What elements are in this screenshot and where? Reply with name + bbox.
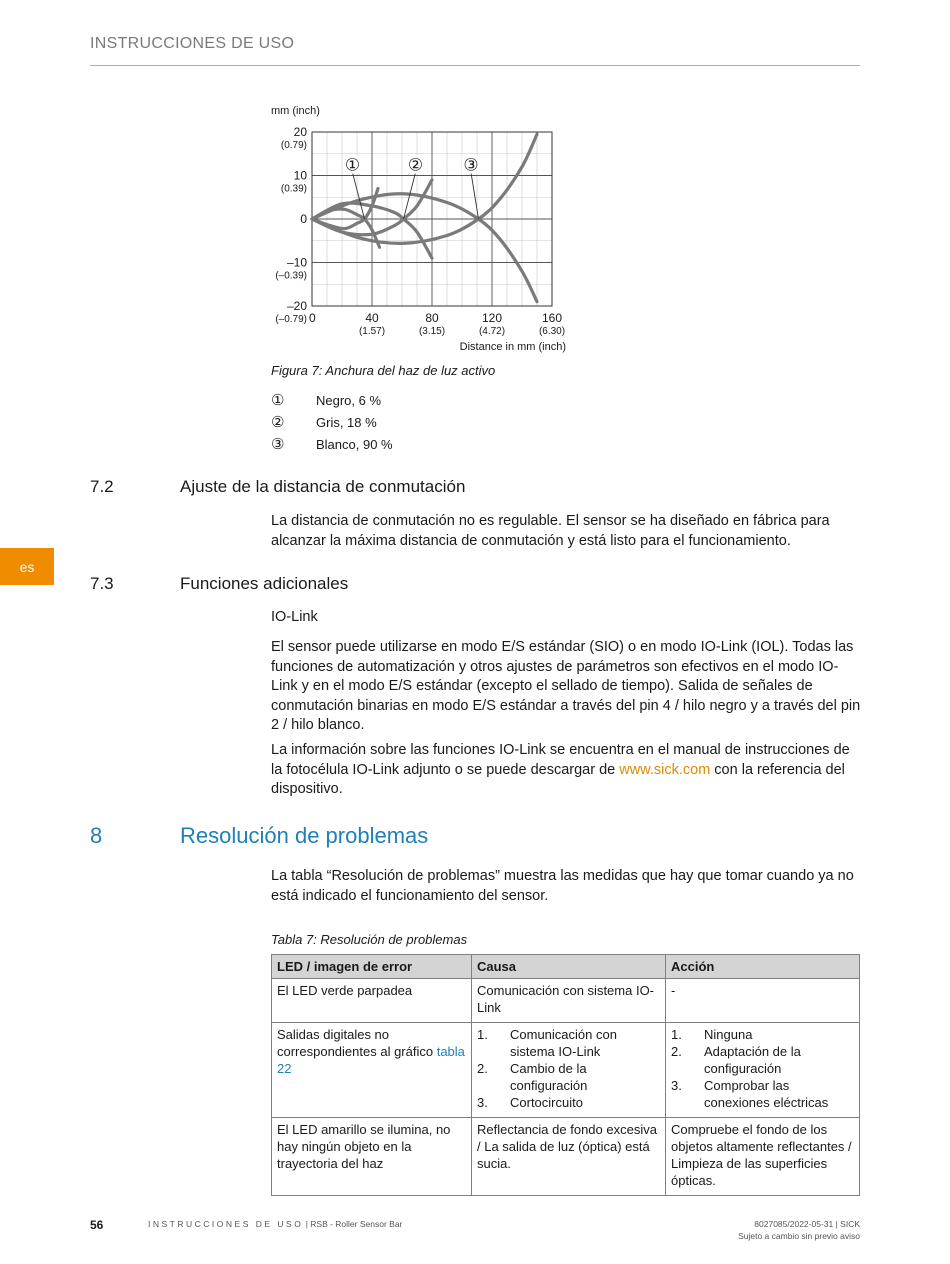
section-number-7-2: 7.2	[90, 477, 114, 496]
list-text: Adaptación de la configuración	[704, 1044, 801, 1076]
y-tick-label: –10	[286, 255, 307, 270]
table-22-link[interactable]: tabla 22	[277, 1044, 465, 1076]
x-tick-label: 160	[541, 311, 563, 325]
x-tick-label: 0	[309, 311, 316, 325]
legend-text: Gris, 18 %	[316, 414, 377, 430]
legend-marker: ③	[271, 436, 285, 453]
legend-item	[271, 433, 671, 455]
list-text: Cambio de la configuración	[510, 1061, 588, 1093]
io-link-subheading: IO-Link	[271, 609, 318, 625]
io-link-paragraph: El sensor puede utilizarse en modo E/S estándar (SIO) o en modo IO-Link (IOL). Todas las funciones de automatización y otros ajustes de parámetros son efectivos en el modo IO-Link y en el modo E/S estándar (excepto el sellado de tiempo). Salida de señales de conmutación binarias en modo E/S estándar a través del pin 4 / hilo negro y a través del pin 2 / hilo blanco.	[271, 639, 861, 733]
language-tab[interactable]: es	[0, 548, 54, 585]
x-tick-sublabel: (6.30)	[538, 326, 566, 337]
io-link-info-text: La información sobre las funciones IO-Link se encuentra en el manual de instrucciones de la fotocélula IO-Link adjunto o se puede descargar de	[271, 742, 850, 778]
table-row	[272, 1023, 860, 1118]
x-tick-sublabel: (1.57)	[358, 326, 386, 337]
footer-right	[738, 1218, 860, 1242]
legend-text: Negro, 6 %	[316, 392, 382, 408]
footer-document-number: 8027085/2022-05-31 | SICK	[754, 1219, 860, 1229]
table-header-action: Acción	[666, 955, 860, 979]
list-text: Ninguna	[704, 1027, 753, 1042]
list-item	[671, 1043, 854, 1077]
footer-document-title	[148, 1219, 402, 1229]
table-caption: Tabla 7: Resolución de problemas	[271, 932, 468, 947]
list-number: 2.	[671, 1044, 682, 1059]
legend-marker: ①	[271, 392, 285, 409]
list-number: 3.	[671, 1078, 682, 1093]
beam-width-chart	[262, 98, 582, 360]
marker-leader	[471, 173, 479, 219]
page-number: 56	[90, 1218, 104, 1232]
legend-marker: ②	[271, 414, 285, 431]
list-item	[671, 1026, 854, 1043]
x-tick-label: 40	[365, 311, 379, 325]
x-tick-label: 120	[481, 311, 503, 325]
table-cell-cause: Comunicación con sistema IO-Link	[472, 979, 666, 1023]
y-axis-label: mm (inch)	[271, 105, 320, 117]
y-tick-label: –20	[286, 299, 307, 313]
list-item	[477, 1026, 660, 1060]
cause-list	[477, 1026, 660, 1111]
list-number: 1.	[671, 1027, 682, 1042]
section-title-8: Resolución de problemas	[180, 823, 429, 848]
table-cell-cause	[472, 1023, 666, 1118]
table-row	[272, 979, 860, 1023]
curve-marker: ①	[344, 155, 361, 175]
table-cell-cause: Reflectancia de fondo excesiva / La salida de luz (óptica) está sucia.	[472, 1118, 666, 1196]
list-number: 3.	[477, 1095, 488, 1110]
footer-change-notice: Sujeto a cambio sin previo aviso	[738, 1231, 860, 1241]
curve-marker: ③	[463, 155, 479, 175]
section-7-2-body: La distancia de conmutación no es regulable. El sensor se ha diseñado en fábrica para alcanzar la máxima distancia de conmutación y está listo para el funcionamiento.	[271, 513, 830, 549]
table-header-row	[272, 955, 860, 979]
troubleshooting-table	[271, 954, 860, 1196]
table-cell-text: Salidas digitales no correspondientes al gráfico	[277, 1027, 437, 1059]
section-title-7-2: Ajuste de la distancia de conmutación	[180, 477, 466, 496]
x-axis-label: Distance in mm (inch)	[459, 341, 566, 353]
y-tick-label: 20	[293, 125, 307, 139]
legend-item	[271, 411, 671, 433]
io-link-info-text-end: con la referencia del dispositivo.	[271, 761, 845, 797]
action-list	[671, 1026, 854, 1111]
table-cell-led	[272, 1023, 472, 1118]
list-item	[671, 1077, 854, 1111]
table-cell-led: El LED amarillo se ilumina, no hay ningún objeto en la trayectoria del haz	[272, 1118, 472, 1196]
x-tick-sublabel: (3.15)	[418, 326, 446, 337]
table-cell-action: -	[666, 979, 860, 1023]
table-cell-action: Compruebe el fondo de los objetos altamente reflectantes / Limpieza de las superficies ópticas.	[666, 1118, 860, 1196]
table-cell-action	[666, 1023, 860, 1118]
list-text: Comunicación con sistema IO-Link	[510, 1027, 617, 1059]
section-8-body: La tabla “Resolución de problemas” muestra las medidas que hay que tomar cuando ya no está indicado el funcionamiento del sensor.	[271, 868, 854, 904]
list-item	[477, 1094, 660, 1111]
table-row	[272, 1118, 860, 1196]
section-title-7-3: Funciones adicionales	[180, 574, 349, 593]
x-tick-label: 80	[425, 311, 439, 325]
list-number: 2.	[477, 1061, 488, 1076]
header-divider	[90, 65, 860, 66]
section-number-7-3: 7.3	[90, 574, 114, 593]
y-tick-sublabel: (–0.79)	[275, 314, 307, 325]
beam-width-chart-svg	[262, 98, 582, 360]
table-header-led: LED / imagen de error	[272, 955, 472, 979]
header-title: INSTRUCCIONES DE USO	[90, 35, 295, 52]
list-text: Cortocircuito	[510, 1095, 583, 1110]
sick-website-link[interactable]: www.sick.com	[619, 761, 711, 778]
footer-doc-type: INSTRUCCIONES DE USO	[148, 1219, 304, 1229]
io-link-info-paragraph	[271, 741, 861, 800]
legend-item	[271, 389, 671, 411]
section-number-8: 8	[90, 823, 103, 848]
figure-caption: Figura 7: Anchura del haz de luz activo	[271, 363, 496, 378]
list-text: Comprobar las conexiones eléctricas	[704, 1078, 829, 1110]
table-cell-led: El LED verde parpadea	[272, 979, 472, 1023]
table-header-cause: Causa	[472, 955, 666, 979]
y-tick-sublabel: (–0.39)	[275, 270, 307, 282]
list-item	[477, 1060, 660, 1094]
y-tick-label: 0	[300, 212, 307, 226]
legend-text: Blanco, 90 %	[316, 436, 393, 452]
list-number: 1.	[477, 1027, 488, 1042]
figure-legend	[271, 389, 671, 455]
y-tick-sublabel: (0.79)	[280, 140, 307, 151]
y-tick-sublabel: (0.39)	[280, 183, 307, 195]
curve-marker: ②	[407, 155, 424, 175]
footer-doc-name: | RSB - Roller Sensor Bar	[303, 1219, 403, 1229]
x-tick-sublabel: (4.72)	[478, 326, 506, 337]
y-tick-label: 10	[293, 168, 307, 183]
